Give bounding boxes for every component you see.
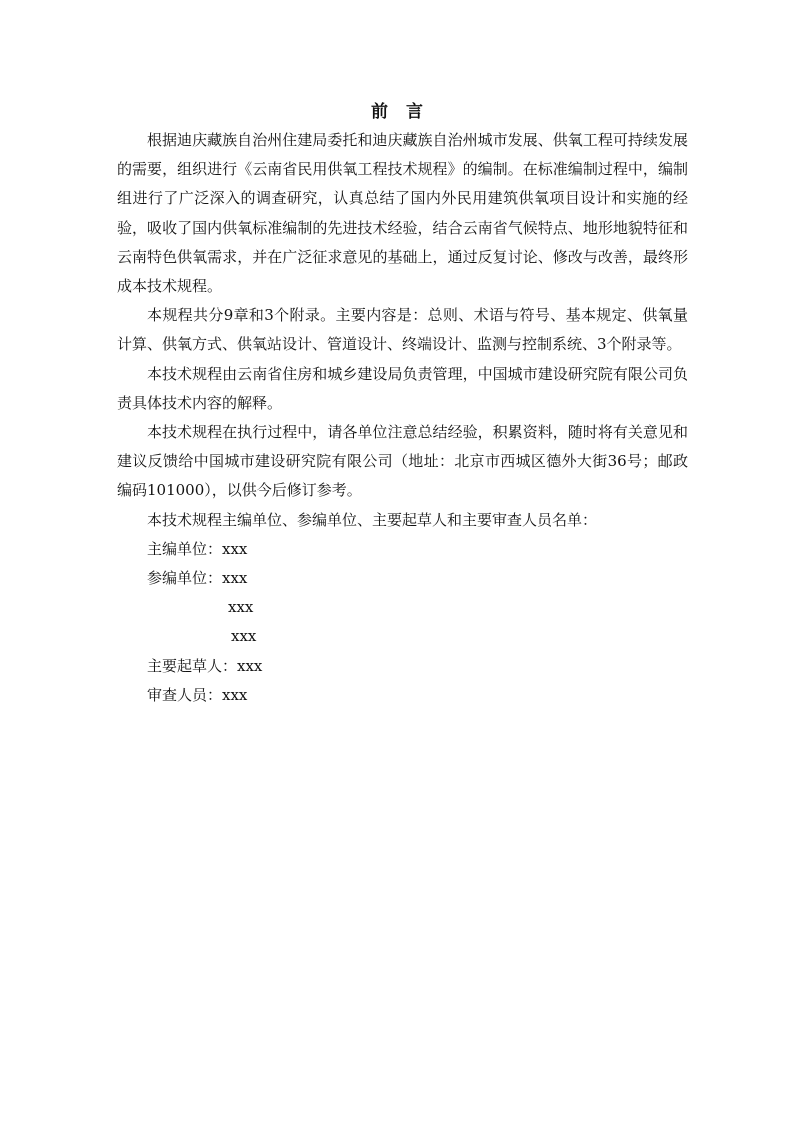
main-drafters-line: 主要起草人：xxx: [147, 656, 263, 675]
document-body: [117, 126, 688, 710]
participating-unit-line-3: xxx: [231, 627, 257, 646]
paragraph-list-intro: 本技术规程主编单位、参编单位、主要起草人和主要审查人员名单：: [147, 510, 598, 529]
participating-unit-line: 参编单位：xxx: [147, 569, 248, 588]
paragraph-background: 根据迪庆藏族自治州住建局委托和迪庆藏族自治州城市发展、供氧工程可持续发展的需要，组织进行《云南省民用供氧工程技术规程》的编制。在标准编制过程中，编制组进行了广泛深入的调查研究，认真总结了国内外民用建筑供氧项目设计和实施的经验，吸收了国内供氧标准编制的先进技术经验，结合云南省气候特点、地形地貌特征和云南特色供氧需求，并在广泛征求意见的基础上，通过反复讨论、修改与改善，最终形成本技术规程。: [117, 131, 688, 296]
reviewers-line: 审查人员：xxx: [147, 685, 248, 704]
participating-unit-line-2: xxx: [228, 598, 254, 617]
paragraph-contents: 本规程共分9章和3个附录。主要内容是：总则、术语与符号、基本规定、供氧量计算、供氧方式、供氧站设计、管道设计、终端设计、监测与控制系统、3个附录等。: [117, 306, 688, 354]
chief-unit-line: 主编单位：xxx: [147, 539, 248, 558]
paragraph-management: 本技术规程由云南省住房和城乡建设局负责管理，中国城市建设研究院有限公司负责具体技术内容的解释。: [117, 364, 688, 412]
page-title: 前 言: [371, 102, 429, 122]
paragraph-feedback: 本技术规程在执行过程中，请各单位注意总结经验，积累资料，随时将有关意见和建议反馈给中国城市建设研究院有限公司（地址：北京市西城区德外大街36号；邮政编码101000），以供今后修订参考。: [117, 423, 688, 500]
